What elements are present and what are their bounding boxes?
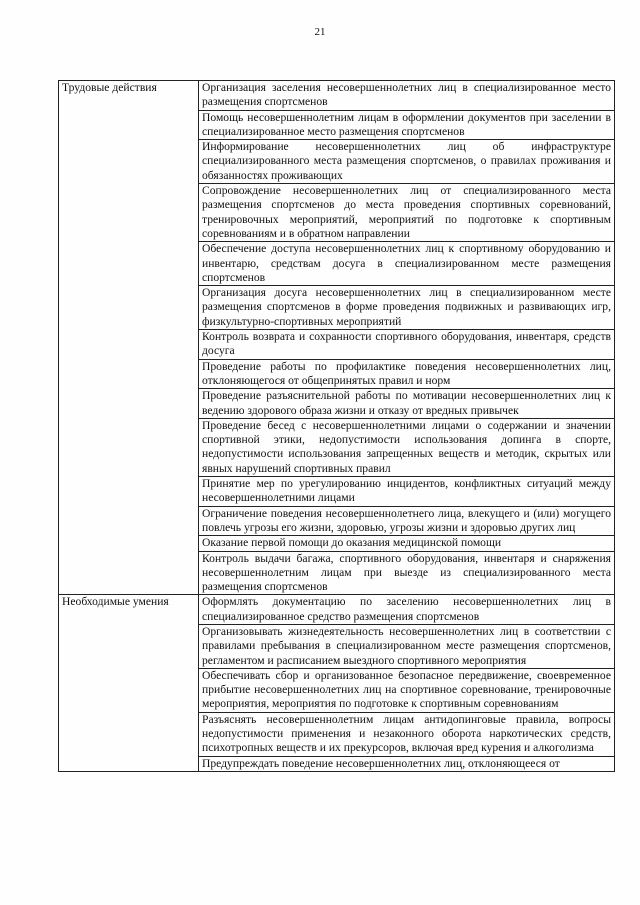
list-item: Обеспечение доступа несовершеннолетних лиц к спортивному оборудованию и инвентарю, средствам досуга в специализированном месте размещения спортсменов [199,242,615,286]
page-number: 21 [314,26,326,38]
list-item: Разъяснять несовершеннолетним лицам антидопинговые правила, вопросы недопустимости применения и незаконного оборота наркотических средств, психотропных веществ и их прекурсоров, включая вред курения и алкоголизма [199,712,615,756]
list-item: Проведение разъяснительной работы по мотивации несовершеннолетних лиц к ведению здорового образа жизни и отказу от вредных привычек [199,389,615,419]
list-item: Оказание первой помощи до оказания медицинской помощи [199,536,615,551]
competency-table [58,80,615,772]
list-item: Организация досуга несовершеннолетних лиц в специализированном месте размещения спортсменов в форме проведения подвижных и развивающих игр, физкультурно-спортивных мероприятий [199,286,615,330]
list-item: Организация заселения несовершеннолетних лиц в специализированное место размещения спортсменов [199,81,615,111]
list-item: Принятие мер по урегулированию инцидентов, конфликтных ситуаций между несовершеннолетними лицами [199,477,615,507]
list-item: Ограничение поведения несовершеннолетнего лица, влекущего и (или) могущего повлечь угрозы его жизни, здоровью, угрозы жизни и здоровью других лиц [199,506,615,536]
list-item: Предупреждать поведение несовершеннолетних лиц, отклоняющееся от [199,756,615,771]
list-item: Контроль возврата и сохранности спортивного оборудования, инвентаря, средств досуга [199,330,615,360]
list-item: Помощь несовершеннолетним лицам в оформлении документов при заселении в специализированное место размещения спортсменов [199,110,615,140]
list-item: Контроль выдачи багажа, спортивного оборудования, инвентаря и снаряжения несовершеннолетним лицам при выезде из специализированного места размещения спортсменов [199,551,615,595]
row-label-required-skills: Необходимые умения [59,595,199,772]
table-row [59,81,615,111]
list-item: Оформлять документацию по заселению несовершеннолетних лиц в специализированное средство размещения спортсменов [199,595,615,625]
table-row [59,595,615,625]
list-item: Информирование несовершеннолетних лиц об инфраструктуре специализированного места размещения спортсменов, о правилах проживания и обязанностях проживающих [199,140,615,184]
list-item: Проведение бесед с несовершеннолетними лицами о содержании и значении спортивной этики, недопустимости использования допинга в спорте, недопустимости использования запрещенных веществ и методик, скрытых или явных нарушений спортивных правил [199,418,615,476]
row-label-labor-actions: Трудовые действия [59,81,199,595]
list-item: Проведение работы по профилактике поведения несовершеннолетних лиц, отклоняющегося от общепринятых правил и норм [199,359,615,389]
list-item: Организовывать жизнедеятельность несовершеннолетних лиц в соответствии с правилами пребывания в специализированном месте размещения спортсменов, регламентом и расписанием выездного спортивного мероприятия [199,624,615,668]
list-item: Сопровождение несовершеннолетних лиц от специализированного места размещения спортсменов до места проведения спортивных соревнований, тренировочных мероприятий, мероприятий по подготовке к спортивным соревнованиям и в обратном направлении [199,184,615,242]
list-item: Обеспечивать сбор и организованное безопасное передвижение, своевременное прибытие несовершеннолетних лиц на спортивное соревнование, тренировочные мероприятия, мероприятия по подготовке к спортивным соревнованиям [199,668,615,712]
